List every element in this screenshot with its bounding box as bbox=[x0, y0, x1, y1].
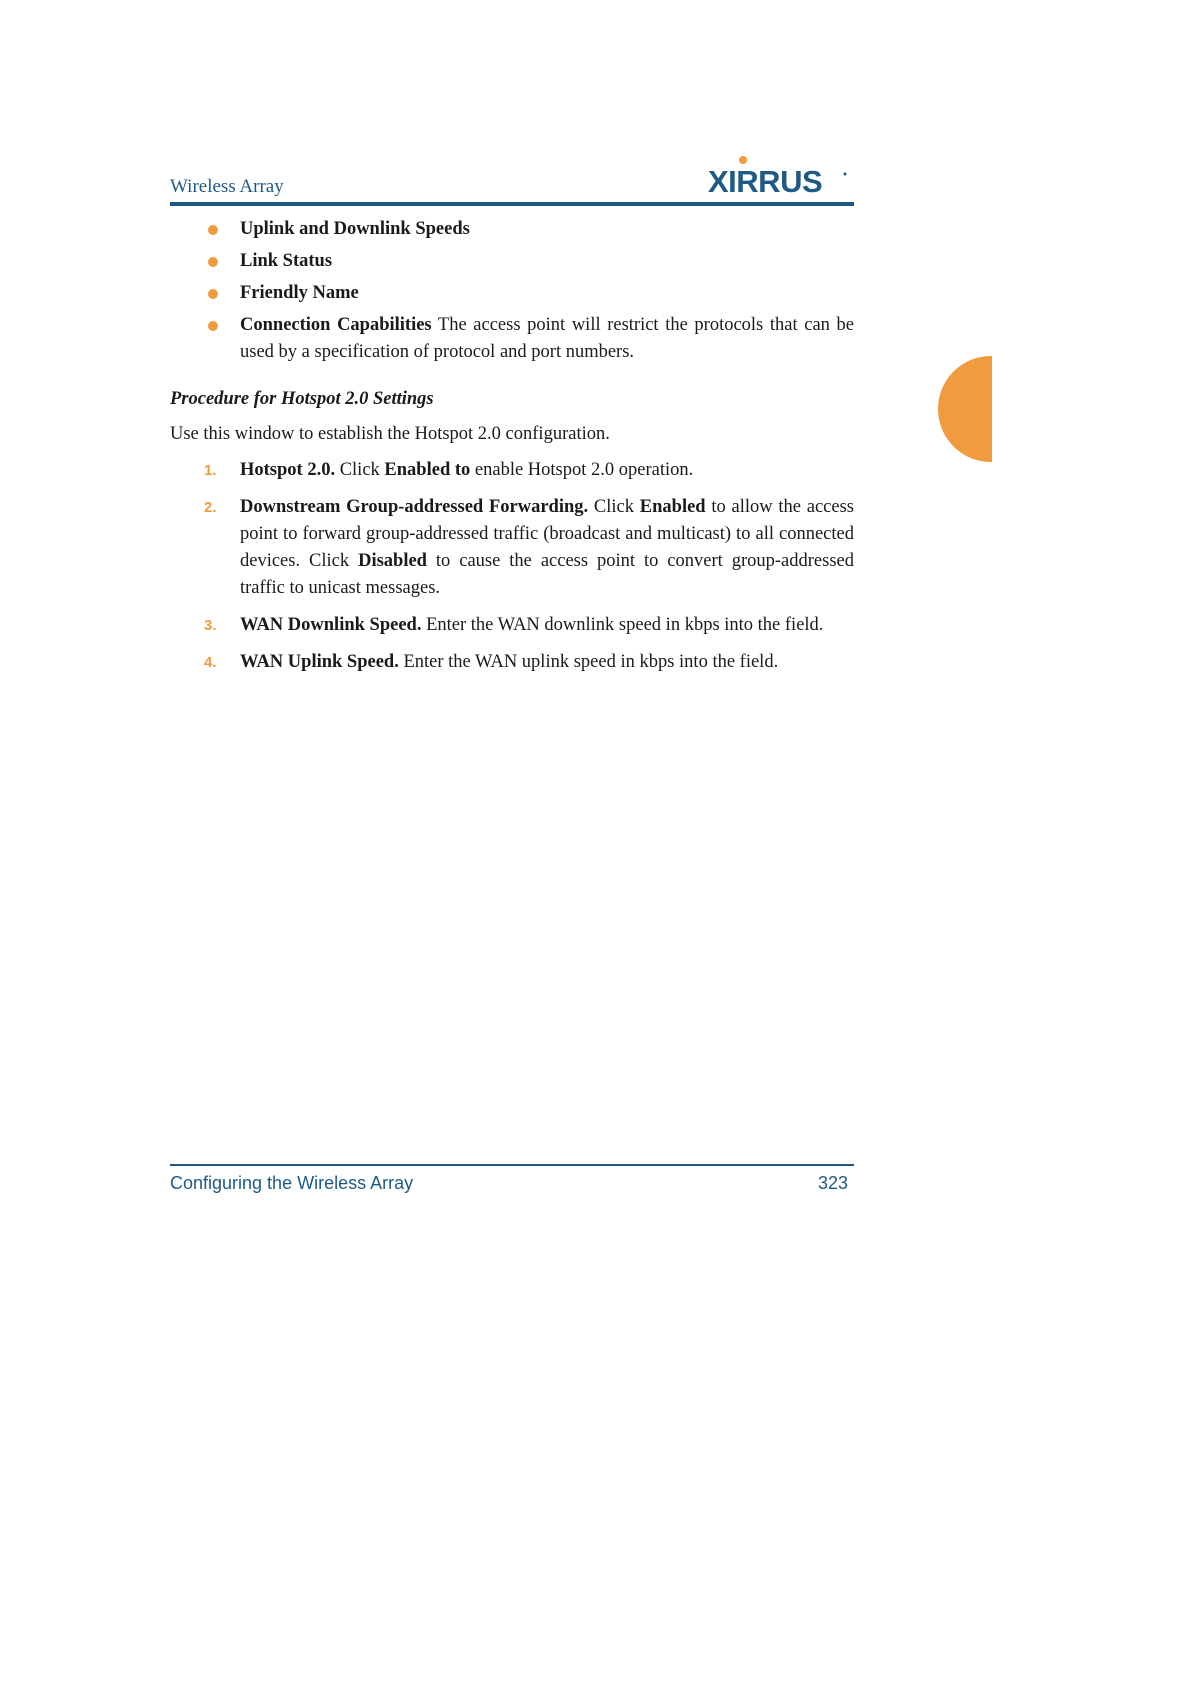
step-number: 1. bbox=[204, 462, 217, 479]
list-item: Friendly Name bbox=[170, 280, 854, 307]
logo-wordmark: XIRRUS bbox=[708, 164, 823, 198]
header-title: Wireless Array bbox=[170, 176, 284, 197]
step-number: 2. bbox=[204, 499, 217, 516]
intro-paragraph: Use this window to establish the Hotspot 2.0 configuration. bbox=[170, 424, 610, 444]
footer-chapter-title: Configuring the Wireless Array bbox=[170, 1173, 414, 1193]
procedure-step: 4. WAN Uplink Speed. Enter the WAN uplink speed in kbps into the field. bbox=[170, 649, 854, 676]
footer-rule bbox=[170, 1164, 854, 1166]
xirrus-logo bbox=[708, 154, 848, 198]
procedure-step: 1. Hotspot 2.0. Click Enabled to enable Hotspot 2.0 operation. bbox=[170, 457, 854, 484]
chapter-side-tab bbox=[938, 356, 992, 462]
procedure-steps bbox=[170, 457, 854, 676]
page-header bbox=[170, 150, 854, 206]
procedure-step: 3. WAN Downlink Speed. Enter the WAN downlink speed in kbps into the field. bbox=[170, 612, 854, 639]
list-item: Link Status bbox=[170, 248, 854, 275]
bullet-list bbox=[170, 216, 854, 366]
bullet-icon bbox=[208, 321, 218, 331]
page-footer bbox=[170, 1164, 854, 1204]
section-heading: Procedure for Hotspot 2.0 Settings bbox=[170, 389, 434, 409]
page-number: 323 bbox=[817, 1173, 848, 1193]
bullet-icon bbox=[208, 225, 218, 235]
procedure-step: 2. Downstream Group-addressed Forwarding. Click Enabled to allow the access point to forward group-addressed traffic (broadcast and multicast) to all connected devices. Click Disabled to cause the access point to convert group-addressed traffic to unicast messages. bbox=[170, 494, 854, 602]
header-rule bbox=[170, 202, 854, 206]
bullet-icon bbox=[208, 257, 218, 267]
bullet-icon bbox=[208, 289, 218, 299]
step-number: 3. bbox=[204, 617, 217, 634]
page-content bbox=[170, 216, 854, 686]
list-item: Uplink and Downlink Speeds bbox=[170, 216, 854, 243]
list-item: Connection Capabilities The access point will restrict the protocols that can be used by a specification of protocol and port numbers. bbox=[170, 312, 854, 366]
step-number: 4. bbox=[204, 654, 217, 671]
